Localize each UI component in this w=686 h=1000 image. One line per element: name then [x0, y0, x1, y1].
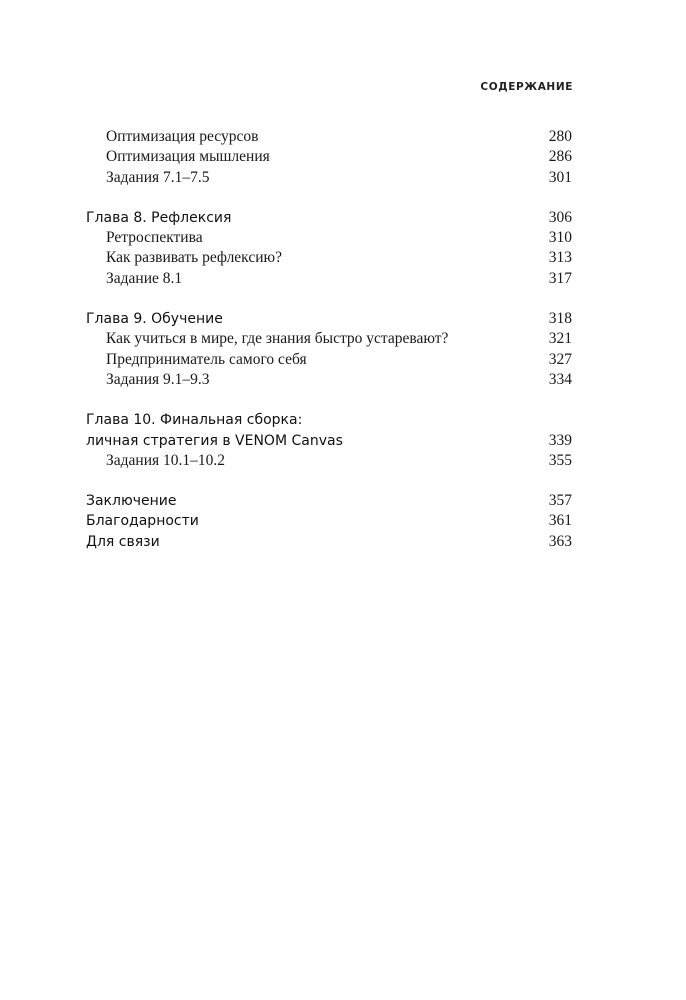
table-of-contents: [86, 127, 572, 572]
toc-back-matter-page: 357: [548, 492, 572, 510]
toc-chapter-title: Глава 10. Финальная сборка:: [86, 412, 303, 429]
toc-chapter-title-continued: личная стратегия в VENOM Canvas: [86, 432, 343, 449]
toc-entry-title: Задания 10.1–10.2: [106, 451, 226, 469]
toc-back-matter-title: Благодарности: [86, 513, 199, 530]
toc-entry-title: Задания 7.1–7.5: [106, 168, 210, 186]
toc-entry-page: 286: [548, 148, 572, 166]
toc-chapter-title: Глава 9. Обучение: [86, 311, 223, 328]
running-head: СОДЕРЖАНИЕ: [480, 81, 573, 93]
toc-chapter-page: 306: [548, 208, 572, 226]
toc-entry: [86, 228, 572, 248]
toc-entry-title: Задание 8.1: [106, 269, 183, 287]
toc-entry: [86, 370, 572, 390]
toc-chapter-heading-line-2: [86, 431, 572, 451]
toc-entry-page: 327: [548, 350, 572, 368]
toc-entry: [86, 127, 572, 147]
toc-entry: [86, 350, 572, 370]
toc-back-matter-entry: [86, 491, 572, 511]
toc-chapter-heading: [86, 309, 572, 329]
toc-entry: [86, 329, 572, 349]
toc-entry-page: 321: [548, 330, 572, 348]
toc-back-matter-page: 363: [548, 532, 572, 550]
toc-section-chapter-8: [86, 208, 572, 289]
toc-entry-page: 301: [548, 168, 572, 186]
toc-entry-page: 280: [548, 128, 572, 145]
toc-back-matter-page: 361: [548, 512, 572, 530]
toc-entry-page: 317: [548, 269, 572, 287]
toc-entry-page: 313: [548, 249, 572, 267]
toc-entry-title: Предприниматель самого себя: [106, 350, 307, 368]
toc-entry-title: Задания 9.1–9.3: [106, 370, 210, 388]
toc-entry: [86, 451, 572, 471]
toc-section-back-matter: [86, 491, 572, 552]
toc-section-chapter-10: [86, 410, 572, 471]
toc-back-matter-entry: [86, 532, 572, 552]
toc-back-matter-entry: [86, 511, 572, 531]
toc-entry: [86, 269, 572, 289]
toc-chapter-title: Глава 8. Рефлексия: [86, 209, 232, 226]
toc-entry: [86, 248, 572, 268]
toc-entry-page: 310: [548, 229, 572, 247]
toc-entry-page: 355: [548, 451, 572, 469]
toc-back-matter-title: Заключение: [86, 493, 177, 510]
toc-chapter-page: 339: [548, 431, 572, 449]
toc-section-chapter-7-continued: [86, 127, 572, 188]
toc-chapter-heading-line-1: [86, 410, 572, 430]
toc-back-matter-title: Для связи: [86, 533, 160, 550]
toc-entry-page: 334: [548, 370, 572, 388]
toc-entry: [86, 147, 572, 167]
toc-chapter-page: 318: [548, 310, 572, 328]
toc-entry-title: Оптимизация ресурсов: [106, 128, 259, 145]
toc-entry-title: Как развивать рефлексию?: [106, 249, 282, 267]
toc-chapter-heading: [86, 208, 572, 228]
toc-entry-title: Как учиться в мире, где знания быстро устаревают?: [106, 330, 449, 348]
toc-section-chapter-9: [86, 309, 572, 390]
toc-entry: [86, 168, 572, 188]
toc-entry-title: Ретроспектива: [106, 229, 203, 247]
toc-entry-title: Оптимизация мышления: [106, 148, 270, 166]
